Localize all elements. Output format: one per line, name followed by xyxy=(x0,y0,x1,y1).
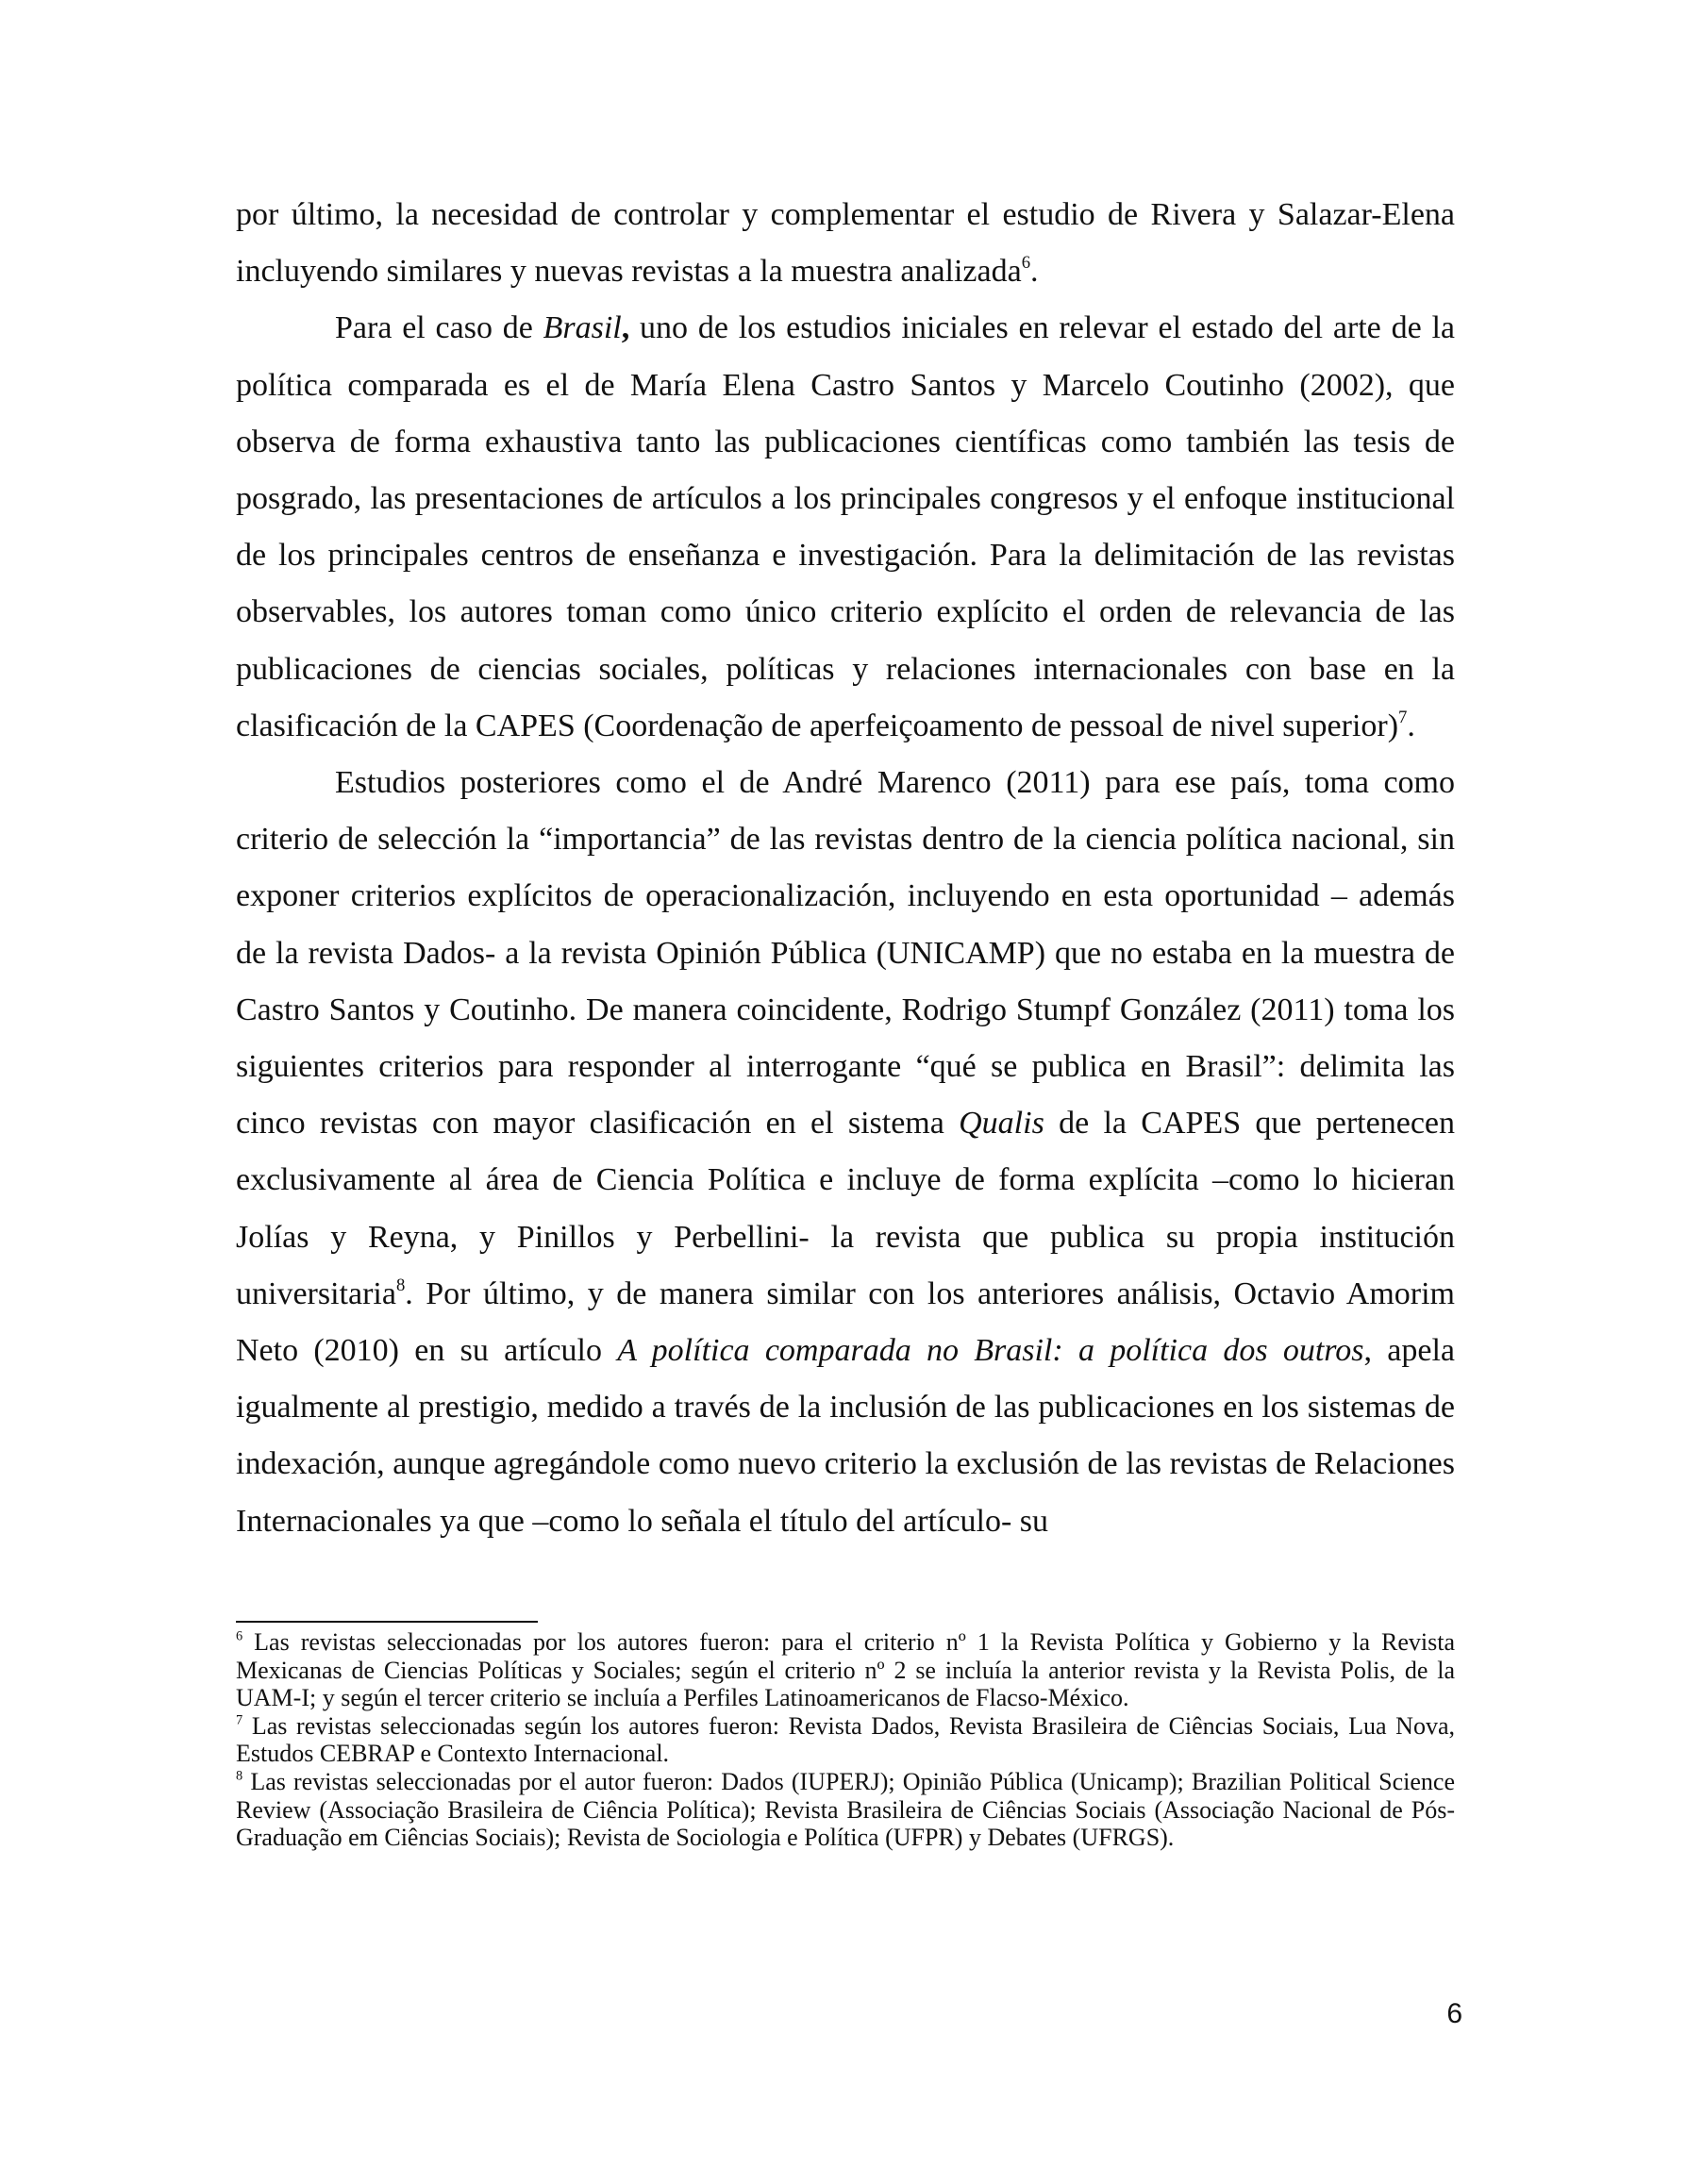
text-run: , apela igualmente al prestigio, medido a través de la inclusión de las publicaciones en los sistemas de indexación, aunque agregándole como nuevo criterio la exclusión de las revistas de Relaciones Internacionales ya que –como lo señala el título del artículo- su xyxy=(236,1333,1456,1539)
footnote-7 xyxy=(236,1712,1455,1768)
bold-text: , xyxy=(621,310,630,346)
page-number: 6 xyxy=(1446,1998,1462,2029)
text-run: de la CAPES que pertenecen exclusivamente al área de Ciencia Política e incluye de forma explícita –como lo hicieran Jolías y Reyna, y Pinillos y Perbellini- la revista que publica su propia institución universitaria xyxy=(236,1106,1455,1311)
text-run: Estudios posteriores como el de André Marenco (2011) para ese país, toma como criterio de selección la “importancia” de las revistas dentro de la ciencia política nacional, sin exponer criterios explícitos de operacionalización, incluyendo en esta oportunidad – además de la revista Dados- a la revista Opinión Pública (UNICAMP) que no estaba en la muestra de Castro Santos y Coutinho. De manera coincidente, Rodrigo Stumpf González (2011) toma los siguientes criterios para responder al interrogante “qué se publica en Brasil”: delimita las cinco revistas con mayor clasificación en el sistema xyxy=(236,765,1455,1142)
footnote-text: Las revistas seleccionadas según los autores fueron: Revista Dados, Revista Brasileira de Ciências Sociais, Lua Nova, Estudos CEBRAP e Contexto Internacional. xyxy=(236,1711,1455,1768)
text-run: . xyxy=(1407,708,1415,743)
footnote-ref-7[interactable]: 7 xyxy=(1398,707,1408,727)
emphasis-text: Brasil xyxy=(543,310,622,346)
footnote-text: Las revistas seleccionadas por el autor fueron: Dados (IUPERJ); Opinião Pública (Unicamp); Brazilian Political Science Review (Associação Brasileira de Ciência Política); Revista Brasileira de Ciências Sociais (Associação Nacional de Pós-Graduação em Ciências Sociais); Revista de Sociologia e Política (UFPR) y Debates (UFRGS). xyxy=(236,1767,1455,1852)
footnote-number: 7 xyxy=(236,1712,243,1728)
text-run: . Por último, y de manera similar con los anteriores análisis, Octavio Amorim Neto (2010) en su artículo xyxy=(236,1275,1455,1369)
footnote-6 xyxy=(236,1628,1455,1712)
paragraph xyxy=(236,300,1455,755)
text-run: Para el caso de xyxy=(335,310,543,346)
article-title: A política comparada no Brasil: a política dos outros xyxy=(617,1333,1364,1369)
footnote-8 xyxy=(236,1768,1455,1852)
paragraph xyxy=(236,755,1455,1550)
footnote-number: 6 xyxy=(236,1628,243,1644)
text-run: uno de los estudios iniciales en relevar el estado del arte de la política comparada es el de María Elena Castro Santos y Marcelo Coutinho (2002), que observa de forma exhaustiva tanto las publicaciones científicas como también las tesis de posgrado, las presentaciones de artículos a los principales congresos y el enfoque institucional de los principales centros de enseñanza e investigación. Para la delimitación de las revistas observables, los autores toman como único criterio explícito el orden de relevancia de las publicaciones de ciencias sociales, políticas y relaciones internacionales con base en la clasificación de la CAPES (Coordenação de aperfeiçoamento de pessoal de nivel superior) xyxy=(236,310,1455,743)
footnote-number: 8 xyxy=(236,1768,243,1784)
paragraph xyxy=(236,187,1455,300)
text-run: por último, la necesidad de controlar y complementar el estudio de Rivera y Salazar-Elena incluyendo similares y nuevas revistas a la muestra analizada xyxy=(236,197,1455,290)
footnote-text: Las revistas seleccionadas por los autores fueron: para el criterio nº 1 la Revista Política y Gobierno y la Revista Mexicanas de Ciencias Políticas y Sociales; según el criterio nº 2 se incluía la anterior revista y la Revista Polis, de la UAM-I; y según el tercer criterio se incluía a Perfiles Latinoamericanos de Flacso-México. xyxy=(236,1628,1455,1712)
body-text xyxy=(236,187,1455,1550)
footnotes xyxy=(236,1628,1455,1852)
text-run: . xyxy=(1030,254,1039,290)
footnote-ref-8[interactable]: 8 xyxy=(395,1275,406,1295)
footnote-separator xyxy=(236,1621,538,1623)
emphasis-text: Qualis xyxy=(959,1106,1044,1142)
footnote-ref-6[interactable]: 6 xyxy=(1021,253,1031,274)
